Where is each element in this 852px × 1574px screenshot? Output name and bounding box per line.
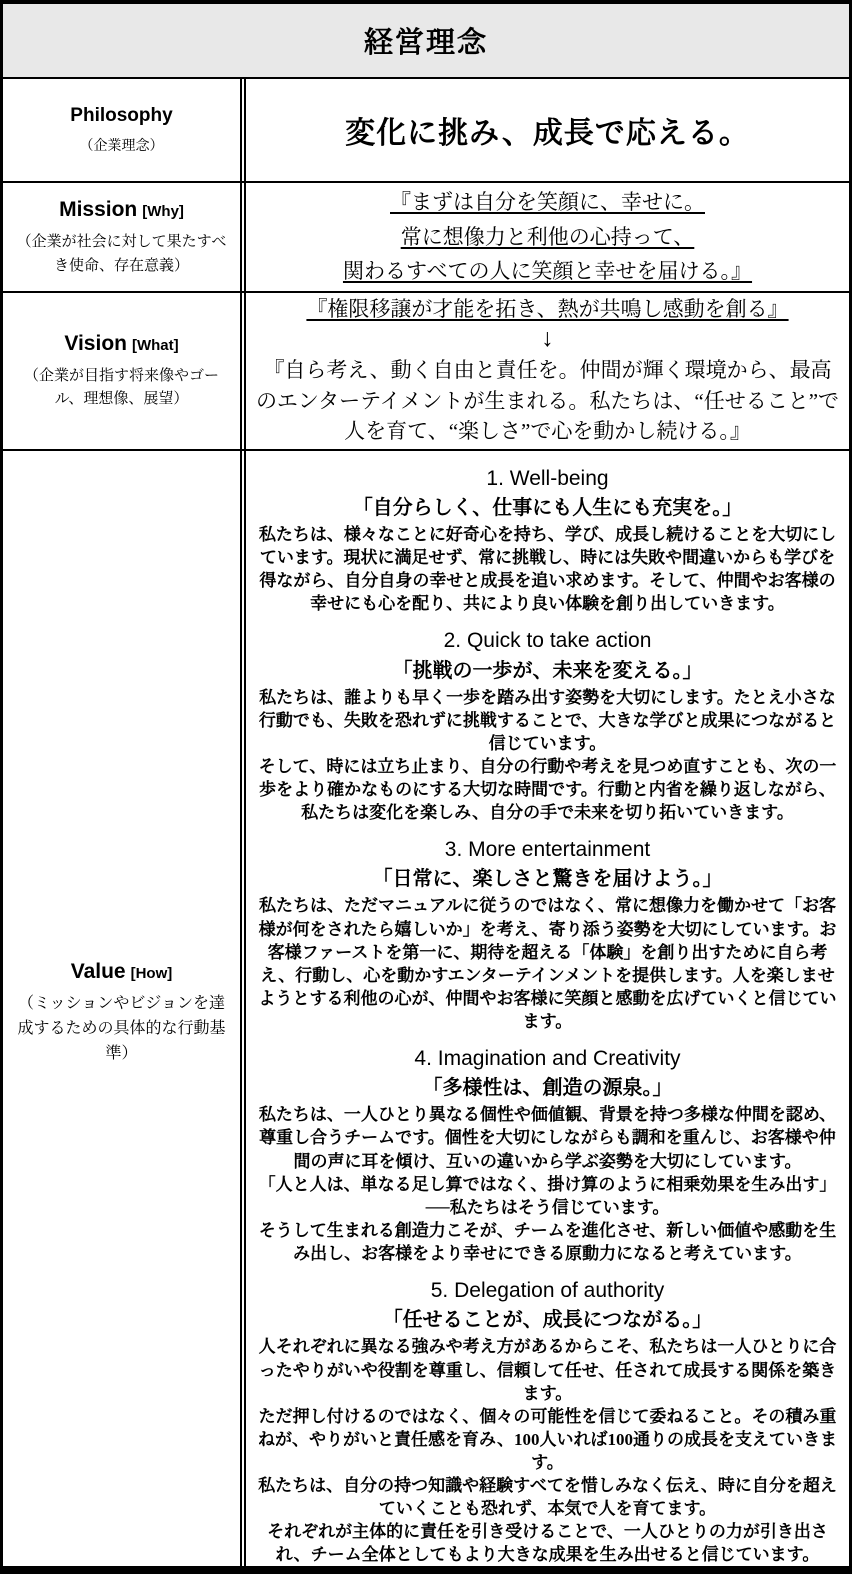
vision-label-line	[64, 331, 178, 357]
value-section-subtitle: 「多様性は、創造の源泉。」	[422, 1077, 673, 1100]
mission-statement-line: 関わるすべての人に笑顔と幸せを届ける。』	[342, 259, 753, 284]
row-mission	[3, 183, 849, 293]
value-section-wellbeing	[252, 466, 843, 616]
value-section-paragraph: そうして生まれる創造力こそが、チームを進化させ、新しい価値や感動を生み出し、お客様をより幸せにできる原動力になると考えています。	[258, 1220, 837, 1264]
philosophy-content-cell	[246, 79, 849, 181]
value-section-heading: 5. Delegation of authority	[430, 1279, 665, 1303]
vision-tag: [What]	[131, 336, 179, 354]
philosophy-label-line	[70, 104, 172, 128]
mission-content-cell	[246, 183, 849, 291]
value-label: Value	[70, 959, 126, 983]
value-label-line	[71, 959, 173, 985]
value-section-subtitle: 「挑戦の一歩が、未来を変える。」	[392, 659, 703, 682]
mission-statement-line: 常に想像力と利他の心持って、	[400, 224, 695, 249]
value-section-paragraph: 人それぞれに異なる強みや考え方があるからこそ、私たちは一人ひとりに合ったやりがいや役割を尊重し、信頼して任せ、任されて成長する関係を築きます。	[258, 1337, 837, 1403]
value-section-subtitle: 「任せることが、成長につながる。」	[382, 1309, 713, 1332]
mission-label-cell	[3, 183, 246, 291]
down-arrow-icon: ↓	[541, 325, 554, 353]
mission-label: Mission	[59, 198, 138, 222]
value-label-desc: （ミッションやビジョンを達成するための具体的な行動基準）	[17, 994, 226, 1062]
mission-tag: [Why]	[142, 203, 184, 221]
vision-quote: 『権限移譲が才能を拓き、熱が共鳴し感動を創る』	[306, 296, 789, 321]
value-section-delegation	[252, 1278, 843, 1566]
mission-label-desc: （企業が社会に対して果たすべき使命、存在意義）	[16, 233, 227, 274]
vision-statement: 『自ら考え、動く自由と責任を。仲間が輝く環境から、最高のエンターテイメントが生まれる。私たちは、“任せること”で人を育て、“楽しさ”で心を動かし続ける。』	[255, 358, 840, 444]
vision-content-cell	[246, 293, 849, 449]
value-section-subtitle: 「自分らしく、仕事にも人生にも充実を。」	[352, 496, 743, 519]
value-section-heading: 4. Imagination and Creativity	[414, 1047, 681, 1071]
value-section-heading: 2. Quick to take action	[443, 629, 652, 653]
value-section-subtitle: 「日常に、楽しさと驚きを届けよう。」	[372, 868, 723, 891]
value-section-imagination	[252, 1046, 843, 1265]
vision-label-cell	[3, 293, 246, 449]
value-section-paragraph: そして、時には立ち止まり、自分の行動や考えを見つめ直すことも、次の一歩をより確かなものにする大切な時間です。行動と内省を繰り返しながら、私たちは変化を楽しみ、自分の手で未来を切り拓いていきます。	[258, 756, 837, 823]
value-section-paragraph: 私たちは、ただマニュアルに従うのではなく、常に想像力を働かせて「お客様が何をされたら嬉しいか」を考え、寄り添う姿勢を大切にしています。お客様ファーストを第一に、期待を超える「体験」を創り出すために自ら考え、行動し、心を動かすエンターテインメントを提供します。人を楽しませようとする利他の心が、仲間やお客様に笑顔と感動を広げていくと信じています。	[258, 896, 837, 1032]
value-section-paragraph: 私たちは、自分の持つ知識や経験すべてを惜しみなく伝え、時に自分を超えていくことも恐れず、本気で人を育てます。	[258, 1476, 837, 1519]
value-content-cell	[246, 451, 849, 1574]
value-section-paragraph: 私たちは、誰よりも早く一歩を踏み出す姿勢を大切にします。たとえ小さな行動でも、失敗を恐れずに挑戦することで、大きな学びと成果につながると信じています。	[258, 687, 837, 753]
value-section-entertainment	[252, 837, 843, 1033]
value-section-paragraph: 私たちは、様々なことに好奇心を持ち、学び、成長し続けることを大切にしています。現状に満足せず、常に挑戦し、時には失敗や間違いからも学びを得ながら、自分自身の幸せと成長を追い求めます。そして、仲間やお客様の幸せにも心を配り、共により良い体験を創り出していきます。	[258, 524, 837, 614]
row-philosophy	[3, 79, 849, 183]
philosophy-label: Philosophy	[70, 104, 173, 126]
vision-label-desc: （企業が目指す将来像やゴール、理想像、展望）	[23, 367, 219, 408]
vision-label: Vision	[64, 331, 127, 355]
mission-label-line	[59, 197, 184, 223]
mission-statement-line: 『まずは自分を笑顔に、幸せに。	[390, 190, 705, 214]
value-tag: [How]	[130, 964, 173, 982]
value-section-heading: 1. Well-being	[486, 466, 609, 490]
value-section-paragraph: それぞれが主体的に責任を引き受けることで、一人ひとりの力が引き出され、チーム全体としてもより大きな成果を生み出せると信じています。	[267, 1522, 828, 1565]
value-section-heading: 3. More entertainment	[444, 838, 651, 862]
value-section-quick-action	[252, 628, 843, 824]
philosophy-label-cell	[3, 79, 246, 181]
value-section-paragraph: 「人と人は、単なる足し算ではなく、掛け算のように相乗効果を生み出す」──私たちはそう信じています。	[258, 1174, 837, 1217]
value-section-paragraph: ただ押し付けるのではなく、個々の可能性を信じて委ねること。その積み重ねが、やりがいと責任感を育み、100人いれば100通りの成長を支えていきます。	[257, 1406, 838, 1472]
row-value	[3, 451, 849, 1574]
philosophy-label-desc: （企業理念）	[79, 136, 164, 153]
page-title: 経営理念	[3, 4, 849, 79]
value-label-cell	[3, 451, 246, 1574]
value-section-paragraph: 私たちは、一人ひとり異なる個性や価値観、背景を持つ多様な仲間を認め、尊重し合うチームです。個性を大切にしながらも調和を重んじ、お客様や仲間の声に耳を傾け、互いの違いから学ぶ姿勢を大切にしています。	[258, 1105, 837, 1171]
philosophy-statement: 変化に挑み、成長で応える。	[345, 117, 750, 150]
row-vision	[3, 293, 849, 451]
